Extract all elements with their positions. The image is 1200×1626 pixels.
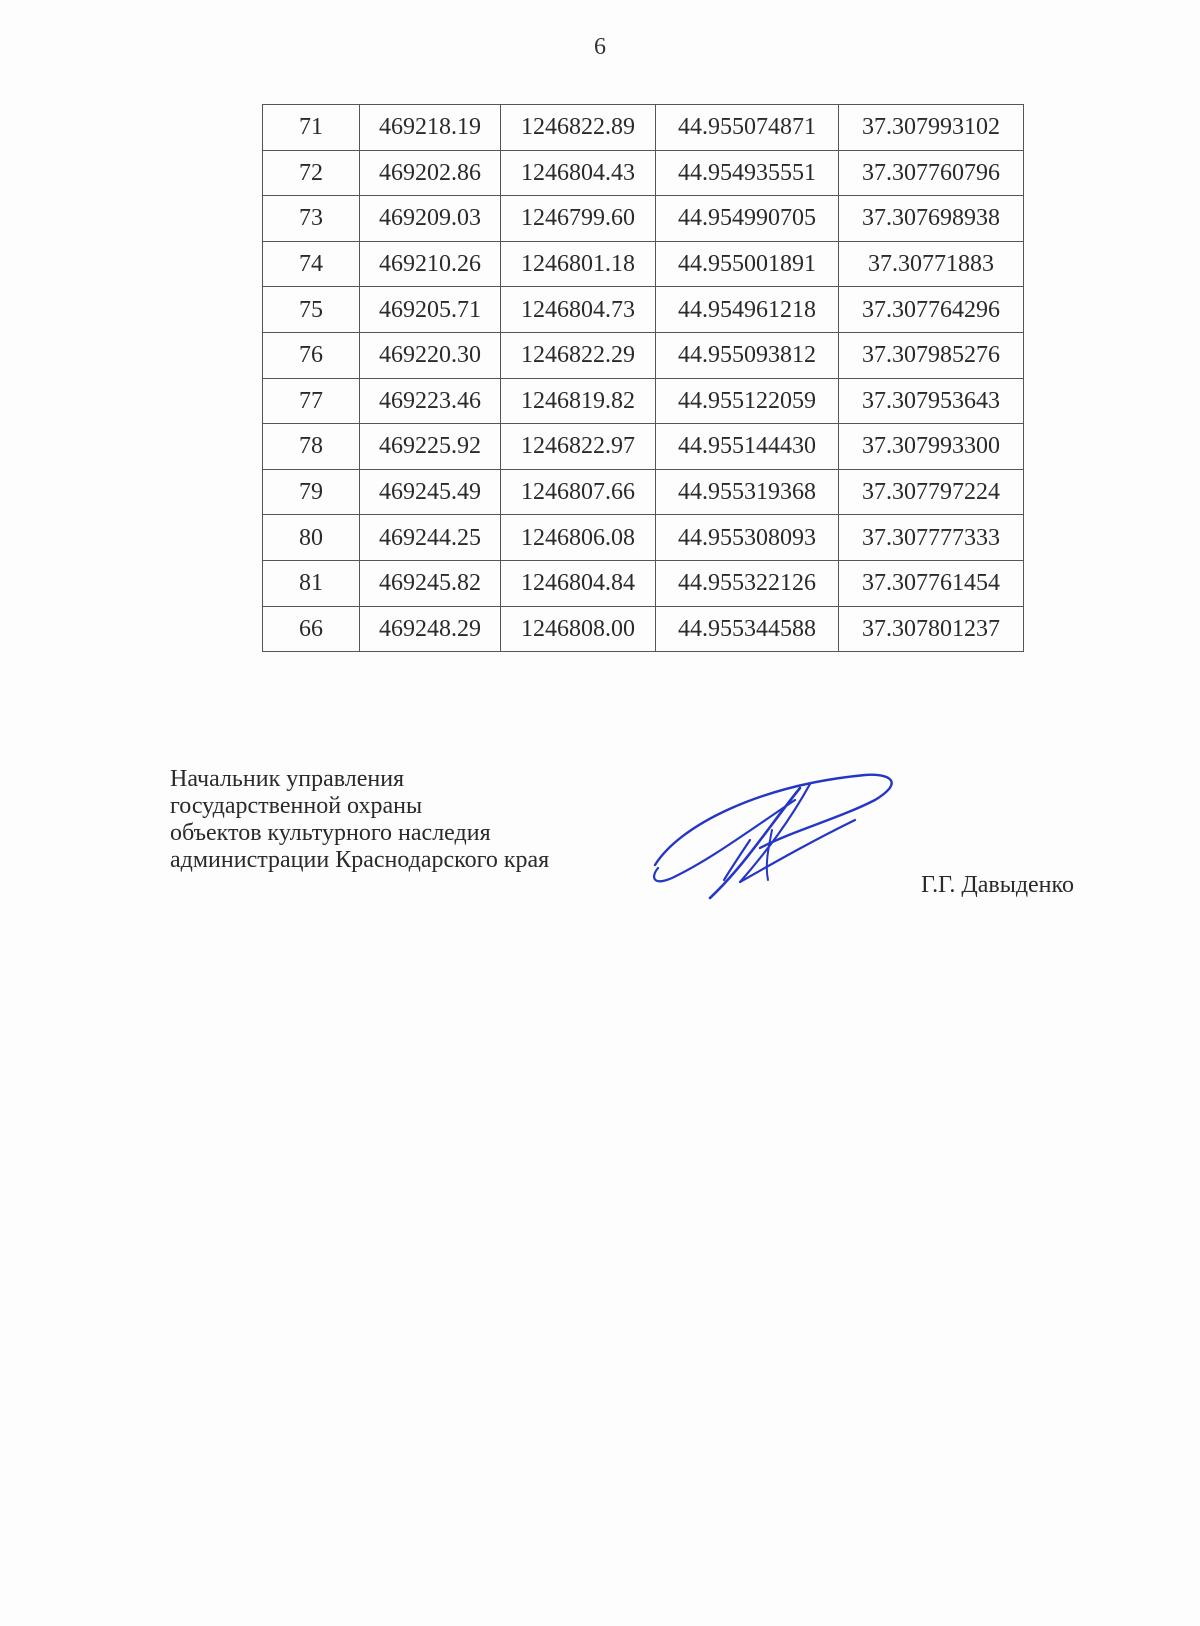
table-cell: 44.955319368 — [656, 469, 839, 515]
handwritten-signature — [650, 770, 910, 910]
table-cell: 44.955001891 — [656, 241, 839, 287]
table-cell: 1246822.29 — [501, 332, 656, 378]
table-cell: 1246804.84 — [501, 560, 656, 606]
table-cell: 1246822.97 — [501, 424, 656, 470]
table-cell: 79 — [263, 469, 360, 515]
table-cell: 76 — [263, 332, 360, 378]
table-row — [263, 606, 1024, 652]
table-cell: 37.307801237 — [839, 606, 1024, 652]
table-cell: 1246804.43 — [501, 150, 656, 196]
position-line: Начальник управления — [170, 766, 405, 792]
table-row — [263, 378, 1024, 424]
table-cell: 44.954990705 — [656, 196, 839, 242]
position-line: государственной охраны — [170, 793, 423, 819]
table-cell: 469202.86 — [360, 150, 501, 196]
table-cell: 469245.49 — [360, 469, 501, 515]
table-cell: 75 — [263, 287, 360, 333]
table-cell: 66 — [263, 606, 360, 652]
table-cell: 74 — [263, 241, 360, 287]
table-cell: 44.955122059 — [656, 378, 839, 424]
table-cell: 37.30771883 — [839, 241, 1024, 287]
coordinates-table-body — [263, 105, 1024, 652]
table-cell: 469244.25 — [360, 515, 501, 561]
table-cell: 37.307993102 — [839, 105, 1024, 151]
table-cell: 1246801.18 — [501, 241, 656, 287]
table-cell: 1246807.66 — [501, 469, 656, 515]
table-cell: 469223.46 — [360, 378, 501, 424]
signer-name: Г.Г. Давыденко — [921, 872, 1074, 898]
table-cell: 1246806.08 — [501, 515, 656, 561]
table-row — [263, 105, 1024, 151]
table-cell: 44.955308093 — [656, 515, 839, 561]
table-row — [263, 424, 1024, 470]
table-cell: 469225.92 — [360, 424, 501, 470]
table-cell: 72 — [263, 150, 360, 196]
table-cell: 37.307953643 — [839, 378, 1024, 424]
signature-stroke — [710, 788, 800, 898]
table-row — [263, 469, 1024, 515]
table-row — [263, 287, 1024, 333]
table-cell: 44.955144430 — [656, 424, 839, 470]
table-cell: 1246822.89 — [501, 105, 656, 151]
table-cell: 81 — [263, 560, 360, 606]
page-number: 6 — [594, 34, 606, 60]
position-line: объектов культурного наследия — [170, 820, 491, 846]
table-cell: 1246808.00 — [501, 606, 656, 652]
table-cell: 469245.82 — [360, 560, 501, 606]
table-cell: 37.307760796 — [839, 150, 1024, 196]
table-cell: 1246804.73 — [501, 287, 656, 333]
table-cell: 37.307985276 — [839, 332, 1024, 378]
table-cell: 44.955074871 — [656, 105, 839, 151]
table-row — [263, 150, 1024, 196]
table-cell: 469218.19 — [360, 105, 501, 151]
table-cell: 469209.03 — [360, 196, 501, 242]
table-cell: 37.307993300 — [839, 424, 1024, 470]
signature-stroke — [655, 775, 892, 865]
table-cell: 44.955344588 — [656, 606, 839, 652]
table-cell: 71 — [263, 105, 360, 151]
table-cell: 78 — [263, 424, 360, 470]
table-cell: 80 — [263, 515, 360, 561]
table-cell: 44.955322126 — [656, 560, 839, 606]
signature-stroke — [767, 830, 772, 880]
table-cell: 469220.30 — [360, 332, 501, 378]
table-cell: 44.955093812 — [656, 332, 839, 378]
signatory-position — [170, 766, 549, 874]
table-cell: 37.307777333 — [839, 515, 1024, 561]
table-cell: 1246819.82 — [501, 378, 656, 424]
position-line: администрации Краснодарского края — [170, 847, 550, 873]
table-row — [263, 560, 1024, 606]
coordinates-table — [262, 104, 1024, 652]
table-cell: 37.307797224 — [839, 469, 1024, 515]
table-cell: 469248.29 — [360, 606, 501, 652]
table-cell: 469205.71 — [360, 287, 501, 333]
table-cell: 37.307761454 — [839, 560, 1024, 606]
table-cell: 1246799.60 — [501, 196, 656, 242]
table-row — [263, 196, 1024, 242]
table-row — [263, 515, 1024, 561]
table-row — [263, 332, 1024, 378]
table-cell: 37.307698938 — [839, 196, 1024, 242]
table-cell: 44.954961218 — [656, 287, 839, 333]
table-cell: 77 — [263, 378, 360, 424]
table-cell: 44.954935551 — [656, 150, 839, 196]
table-cell: 73 — [263, 196, 360, 242]
table-cell: 469210.26 — [360, 241, 501, 287]
table-row — [263, 241, 1024, 287]
table-cell: 37.307764296 — [839, 287, 1024, 333]
